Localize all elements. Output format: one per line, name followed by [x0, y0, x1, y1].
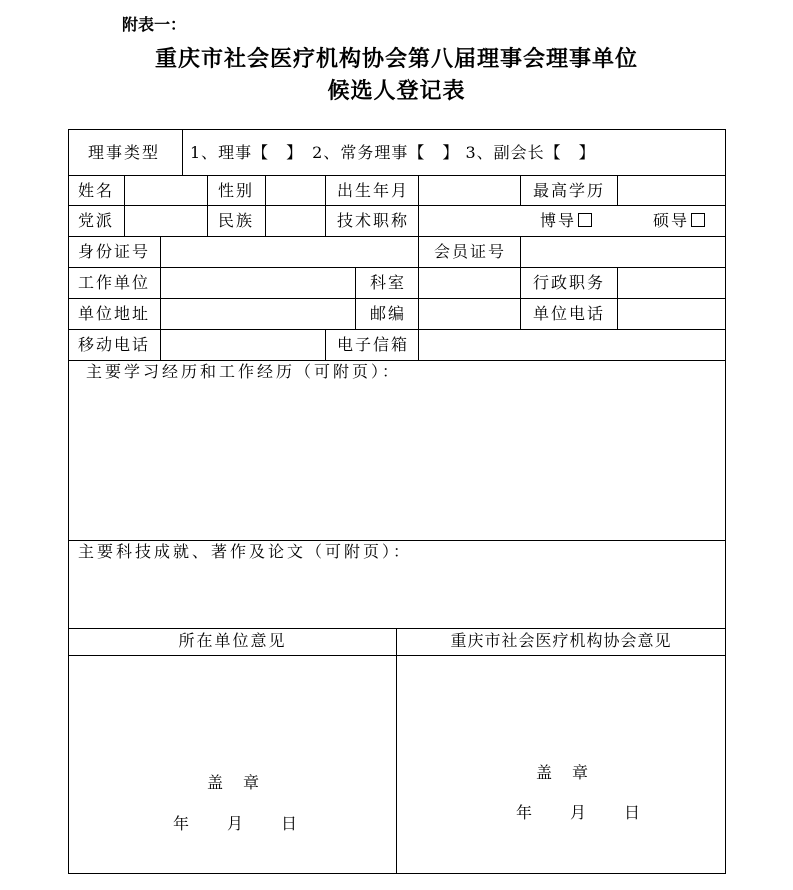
table-border-top [68, 129, 726, 130]
association-opinion-header: 重庆市社会医疗机构协会意见 [450, 631, 672, 650]
row-line [68, 267, 726, 268]
achievements-label: 主要科技成就、著作及论文（可附页）： [78, 542, 413, 561]
phd-supervisor-label: 博导 [540, 211, 577, 230]
unit-seal-label: 盖 章 [207, 773, 262, 792]
col-line [396, 628, 397, 874]
work-unit-label: 工作单位 [78, 273, 151, 292]
director-type-label: 理事类型 [88, 143, 161, 162]
admin-position-label: 行政职务 [533, 273, 606, 292]
name-label: 姓名 [78, 181, 115, 200]
col-line [520, 175, 521, 206]
master-supervisor-label: 硕导 [653, 211, 690, 230]
unit-address-label: 单位地址 [78, 304, 151, 323]
col-line [418, 175, 419, 237]
row-line [68, 205, 726, 206]
postcode-label: 邮编 [370, 304, 407, 323]
mobile-label: 移动电话 [78, 335, 151, 354]
row-line [68, 655, 726, 656]
col-line [207, 175, 208, 237]
attachment-label: 附表一： [122, 15, 187, 34]
title-label: 技术职称 [337, 211, 410, 230]
master-supervisor-option[interactable] [653, 211, 705, 231]
party-label: 党派 [78, 211, 115, 230]
experience-field[interactable] [70, 385, 724, 538]
gender-label: 性别 [218, 181, 255, 200]
col-line [325, 175, 326, 237]
row-line [68, 329, 726, 330]
unit-opinion-header: 所在单位意见 [178, 631, 287, 650]
unit-date-label: 年 月 日 [173, 814, 300, 833]
member-no-label: 会员证号 [434, 242, 507, 261]
col-line [418, 267, 419, 360]
phd-supervisor-checkbox[interactable] [578, 213, 592, 227]
phd-supervisor-option[interactable] [540, 211, 592, 231]
association-date-label: 年 月 日 [516, 803, 643, 822]
achievements-field[interactable] [70, 565, 724, 626]
row-line [68, 236, 726, 237]
col-line [617, 175, 618, 206]
department-label: 科室 [370, 273, 407, 292]
row-line [68, 628, 726, 629]
birth-label: 出生年月 [337, 181, 410, 200]
col-line [182, 129, 183, 176]
director-type-options[interactable]: 1、理事【 】 2、常务理事【 】 3、副会长【 】 [190, 143, 596, 162]
email-label: 电子信箱 [337, 335, 410, 354]
col-line [160, 236, 161, 361]
form-title: 重庆市社会医疗机构协会第八届理事会理事单位 [154, 46, 638, 72]
experience-label: 主要学习经历和工作经历（可附页）： [86, 362, 402, 381]
col-line [617, 267, 618, 330]
col-line [418, 236, 419, 268]
col-line [265, 175, 266, 237]
col-line [520, 236, 521, 329]
table-border-left [68, 129, 69, 874]
master-supervisor-checkbox[interactable] [691, 213, 705, 227]
row-line [68, 298, 726, 299]
unit-phone-label: 单位电话 [533, 304, 606, 323]
table-border-right [725, 129, 726, 874]
col-line [124, 175, 125, 237]
col-line [355, 267, 356, 330]
row-line [68, 540, 726, 541]
ethnicity-label: 民族 [218, 211, 255, 230]
row-line [68, 175, 726, 176]
form-subtitle: 候选人登记表 [327, 78, 466, 104]
table-border-bottom [68, 873, 726, 874]
id-card-label: 身份证号 [78, 242, 151, 261]
row-line [68, 360, 726, 361]
col-line [325, 329, 326, 361]
education-label: 最高学历 [533, 181, 606, 200]
association-seal-label: 盖 章 [536, 763, 591, 782]
